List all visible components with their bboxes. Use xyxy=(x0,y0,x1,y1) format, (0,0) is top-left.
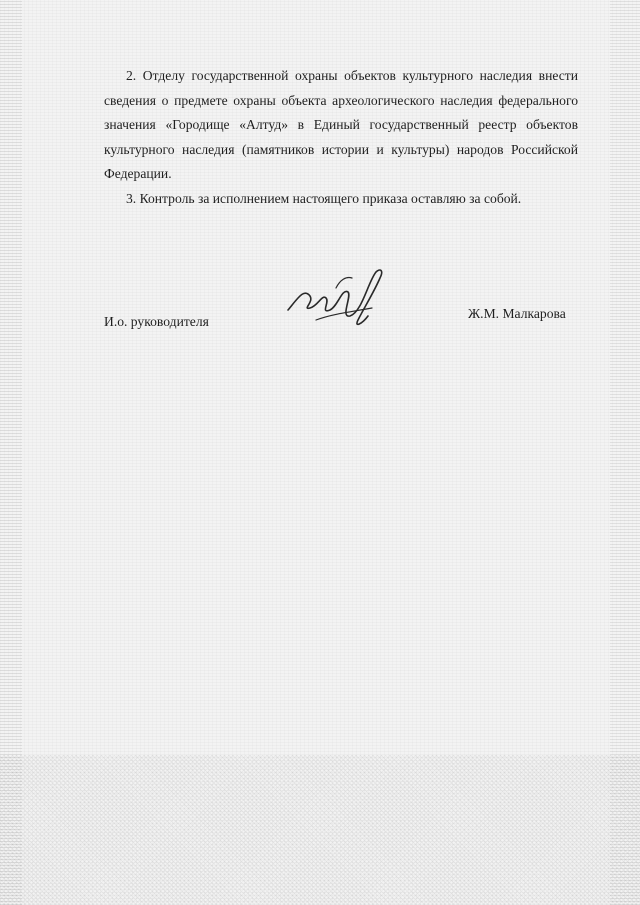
scan-noise-bottom xyxy=(0,755,640,905)
document-body xyxy=(104,64,578,211)
paragraph-2: 2. Отделу государственной охраны объектов культурного наследия внести сведения о предмете охраны объекта археологического наследия федерального значения «Городище «Алтуд» в Единый государственный реестр объектов культурного наследия (памятников истории и культуры) народов Российской Федерации. xyxy=(104,68,578,181)
paragraph-3: 3. Контроль за исполнением настоящего приказа оставляю за собой. xyxy=(126,190,522,206)
signature-icon xyxy=(280,258,392,332)
signatory-role: И.о. руководителя xyxy=(104,314,209,329)
signatory-name: Ж.М. Малкарова xyxy=(468,306,566,321)
